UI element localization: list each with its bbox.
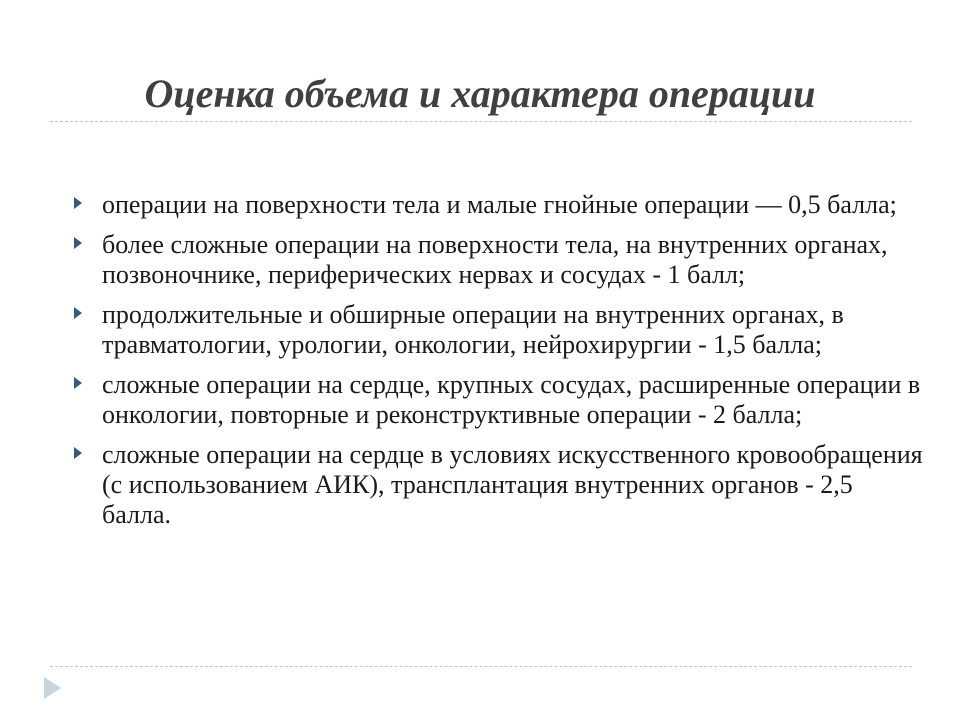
triangle-right-icon [74,377,82,389]
footer-divider [50,666,912,667]
slide-title: Оценка объема и характера операции [144,71,816,116]
next-slide-arrow-icon[interactable] [44,677,61,699]
bullet-item [74,230,924,290]
triangle-right-icon [74,197,82,209]
bullet-text: более сложные операции на поверхности тела, на внутренних органах, позвоночнике, периферических нервах и сосудах - 1 балл; [102,230,888,289]
bullet-text: сложные операции на сердце, крупных сосудах, расширенные операции в онкологии, повторные и реконструктивные операции - 2 балла; [102,370,921,429]
bullet-item [74,370,924,430]
title-divider [50,121,912,122]
bullet-item [74,440,924,530]
triangle-right-icon [74,237,82,249]
bullet-list [74,190,924,540]
bullet-text: продолжительные и обширные операции на внутренних органах, в травматологии, урологии, онкологии, нейрохирургии - 1,5 балла; [102,300,844,359]
bullet-item [74,300,924,360]
triangle-right-icon [74,447,82,459]
bullet-item [74,190,924,220]
bullet-text: сложные операции на сердце в условиях искусственного кровообращения (с использованием АИК), трансплантация внутренних органов - 2,5 балла. [102,440,923,529]
triangle-right-icon [74,307,82,319]
bullet-text: операции на поверхности тела и малые гнойные операции — 0,5 балла; [102,190,897,219]
